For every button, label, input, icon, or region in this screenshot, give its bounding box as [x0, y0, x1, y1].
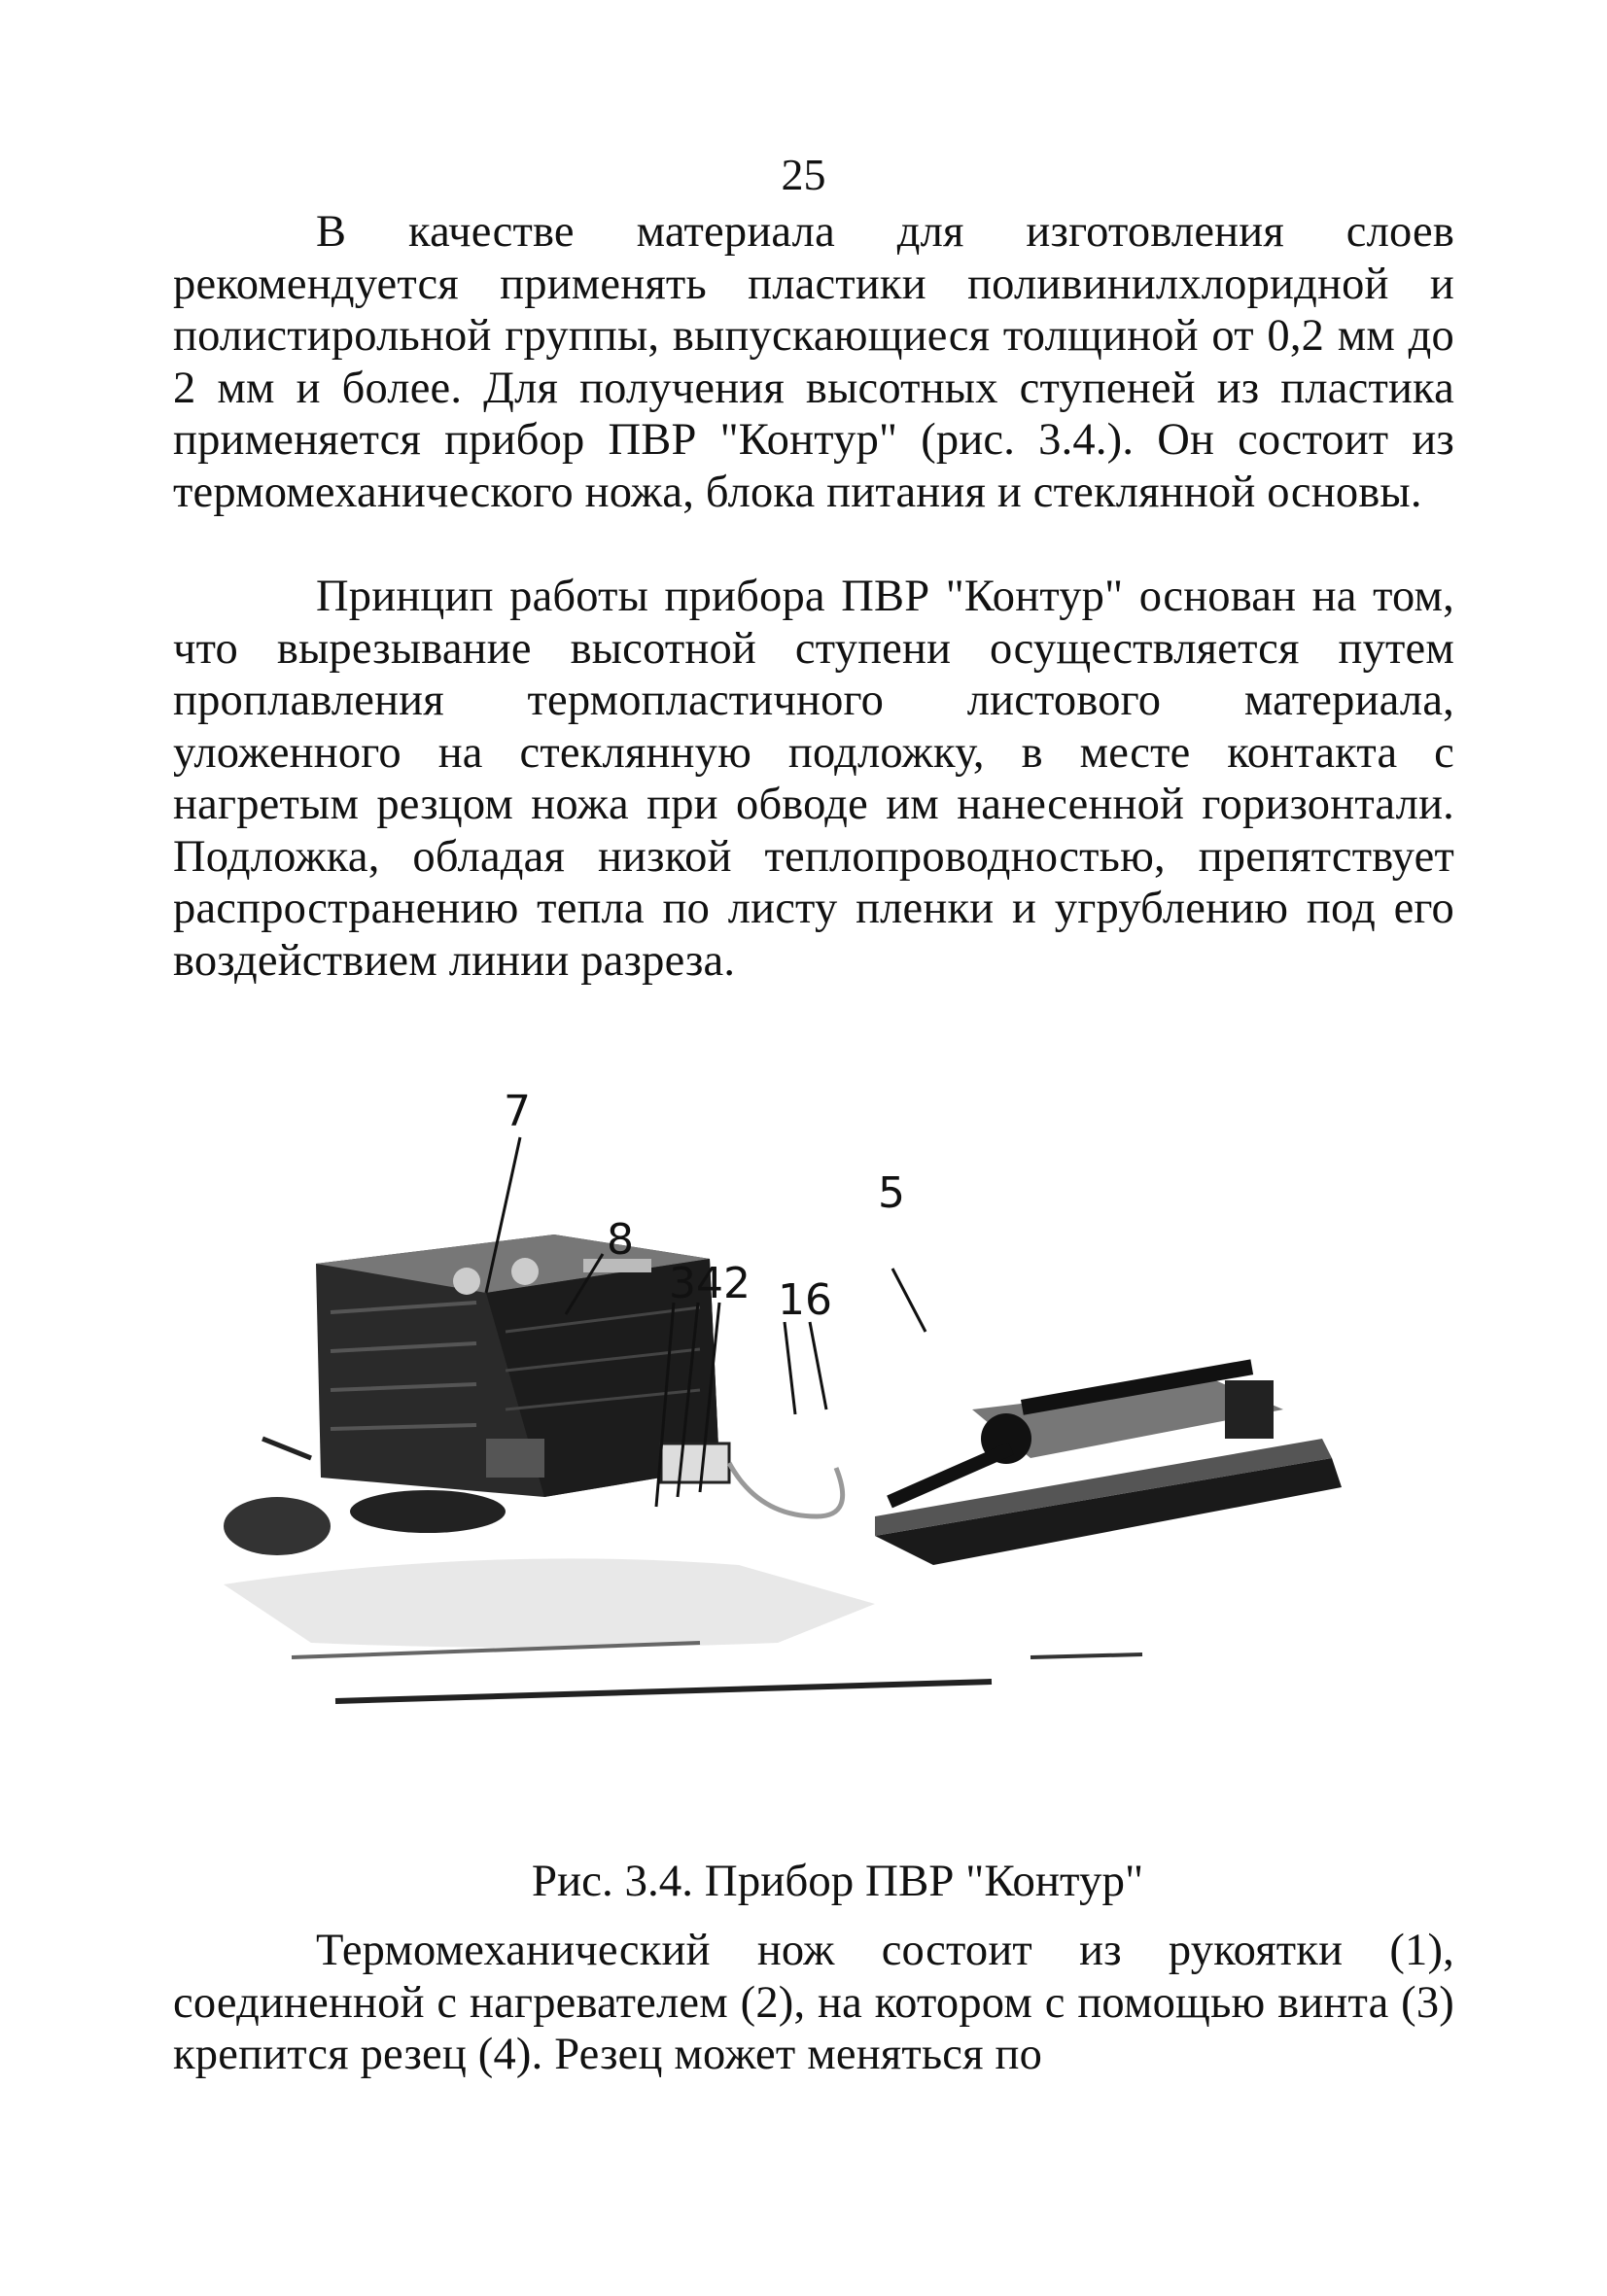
figure-pvr-kontur — [194, 1060, 1458, 1837]
table-surface — [224, 1558, 875, 1648]
paragraph-principle: Принцип работы прибора ПВР "Контур" основан на том, что вырезывание высотной ступени осуществляется путем проплавления термопластичного листового материала, уложенного на стеклянную подложку, в месте контакта с нагретым резцом ножа при обводе им нанесенной горизонтали. Подложка, обладая низкой теплопроводностью, препятствует распространению тепла по листу пленки и угрублению под его воздействием линии разреза. — [173, 572, 1454, 986]
label-8: 8 — [607, 1215, 634, 1265]
table-edge-line-lower — [335, 1682, 992, 1701]
label-7: 7 — [504, 1087, 531, 1136]
page-number: 25 — [781, 150, 826, 199]
power-cable — [729, 1463, 843, 1516]
power-supply-unit — [224, 1235, 729, 1555]
switch-lever — [262, 1439, 311, 1458]
table-edge-line-right — [1031, 1654, 1142, 1657]
label-5: 5 — [878, 1168, 905, 1218]
figure-caption: Рис. 3.4. Прибор ПВР "Контур" — [531, 1856, 1144, 1906]
device-photo — [194, 1060, 1458, 1837]
thermomechanical-knife — [875, 1359, 1342, 1565]
label-6: 6 — [805, 1275, 832, 1325]
paragraph-knife: Термомеханический нож состоит из рукоятки (1), соединенной с нагревателем (2), на котором с помощью винта (3) крепится резец (4). Резец может меняться по — [173, 1926, 1454, 2079]
paragraph-materials: В качестве материала для изготовления слоев рекомендуется применять пластики поливинилхлоридной и полистирольной группы, выпускающиеся толщиной от 0,2 мм до 2 мм и более. Для получения высотных ступеней из пластика применяется прибор ПВР "Контур" (рис. 3.4.). Он состоит из термомеханического ножа, блока питания и стеклянной основы. — [173, 207, 1454, 517]
label-1: 1 — [778, 1275, 805, 1325]
label-342: 342 — [669, 1259, 751, 1308]
